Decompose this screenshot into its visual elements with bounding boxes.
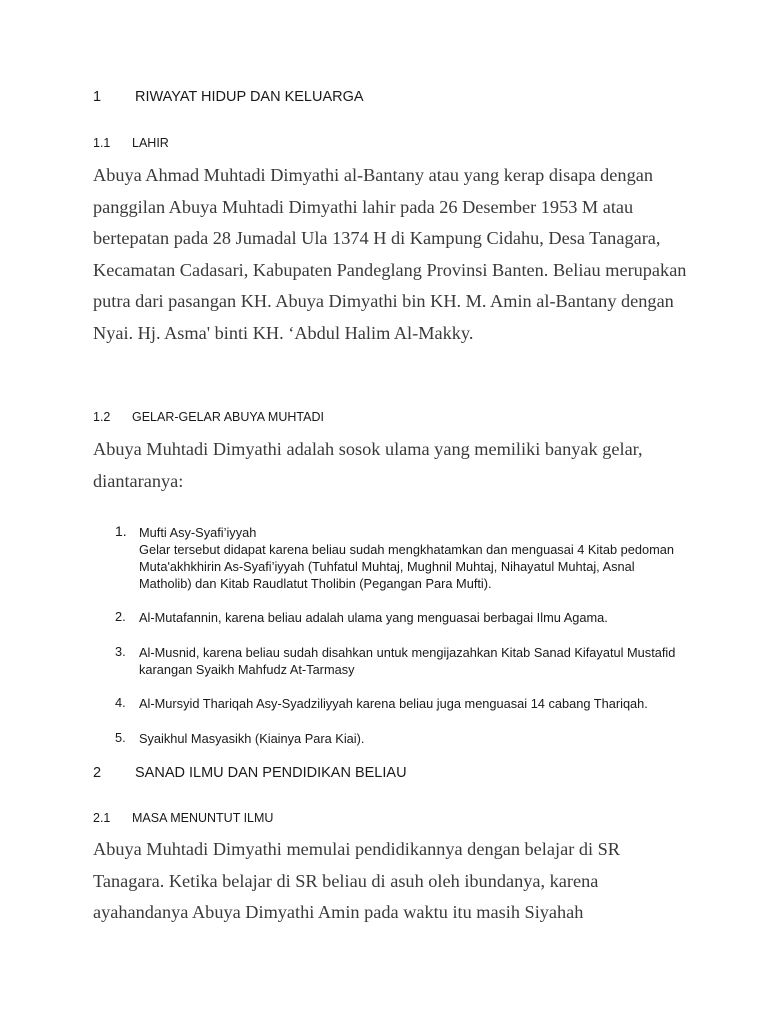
list-item-text: Syaikhul Masyasikh (Kiainya Para Kiai). [139,731,365,746]
subsection-title: MASA MENUNTUT ILMU [132,811,274,825]
list-item-detail: Gelar tersebut didapat karena beliau sudah mengkhatamkan dan menguasai 4 Kitab pedoman Muta'akhkhirin As-Syafi’iyyah (Tuhfatul Muhtaj, Mughnil Muhtaj, Nihayatul Muhtaj, Asnal Matholib) dan Kitab Raudlatut Tholibin (Pegangan Para Mufti). [139,542,674,591]
list-item-text: Al-Mursyid Thariqah Asy-Syadziliyyah karena beliau juga menguasai 14 cabang Thariqah. [139,696,648,711]
list-item-content [139,524,679,592]
subsection-heading-2-1 [93,811,273,825]
paragraph-gelar: Abuya Muhtadi Dimyathi adalah sosok ulama yang memiliki banyak gelar, diantaranya: [93,439,643,491]
section-number: 1 [93,89,102,105]
subsection-title: LAHIR [132,136,169,150]
list-marker: 5. [115,730,126,745]
subsection-title: GELAR-GELAR ABUYA MUHTADI [132,410,324,424]
subsection-number: 1.2 [93,410,111,424]
section-title: SANAD ILMU DAN PENDIDIKAN BELIAU [135,765,407,781]
section-heading-1 [93,89,364,105]
subsection-heading-1-2 [93,410,324,424]
list-item-title: Mufti Asy-Syafi’iyyah [139,525,257,540]
list-item-text: Al-Mutafannin, karena beliau adalah ulama yang menguasai berbagai Ilmu Agama. [139,610,608,625]
list-item-text: Al-Musnid, karena beliau sudah disahkan untuk mengijazahkan Kitab Sanad Kifayatul Mustafid karangan Syaikh Mahfudz At-Tarmasy [139,645,676,677]
section-heading-2 [93,765,407,781]
subsection-number: 2.1 [93,811,111,825]
list-marker: 2. [115,609,126,624]
section-number: 2 [93,765,102,781]
paragraph-lahir: Abuya Ahmad Muhtadi Dimyathi al-Bantany atau yang kerap disapa dengan panggilan Abuya Muhtadi Dimyathi lahir pada 26 Desember 1953 M atau bertepatan pada 28 Jumadal Ula 1374 H di Kampung Cidahu, Desa Tanagara, Kecamatan Cadasari, Kabupaten Pandeglang Provinsi Banten. Beliau merupakan putra dari pasangan KH. Abuya Dimyathi bin KH. M. Amin al-Bantany dengan Nyai. Hj. Asma' binti KH. ‘Abdul Halim Al-Makky. [93,165,687,343]
list-marker: 1. [115,523,127,539]
paragraph-menuntut-ilmu: Abuya Muhtadi Dimyathi memulai pendidikannya dengan belajar di SR Tanagara. Ketika belajar di SR beliau di asuh oleh ibundanya, karena ayahandanya Abuya Dimyathi Amin pada waktu itu masih Siyahah [93,839,620,922]
subsection-number: 1.1 [93,136,111,150]
list-marker: 3. [115,644,126,659]
subsection-heading-1-1 [93,136,169,150]
list-marker: 4. [115,695,126,710]
section-title: RIWAYAT HIDUP DAN KELUARGA [135,89,364,105]
